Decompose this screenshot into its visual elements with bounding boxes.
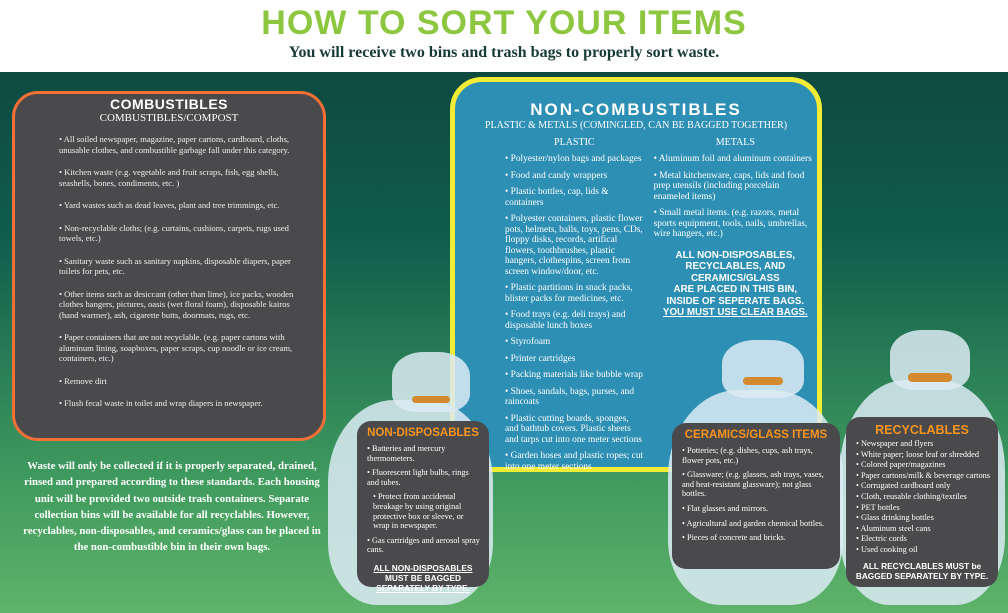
- list-item: • Protect from accidental breakage by using original protective box or sleeve, or wrap in newspaper.: [373, 492, 464, 531]
- note-line: ALL NON-DISPOSABLES: [373, 562, 473, 573]
- bag-illustration-left-top: [392, 352, 470, 412]
- list-item: • Metal kitchenware, caps, lids and food prep utensils (including porcelain enameled items): [653, 170, 805, 202]
- bag-knot-middle: [743, 377, 783, 385]
- list-item: • Plastic bottles, cap, lids & containers: [505, 187, 609, 208]
- list-item: • Food and candy wrappers: [505, 170, 608, 181]
- list-item: • Agricultural and garden chemical bottles.: [682, 518, 825, 528]
- list-item: • Sanitary waste such as sanitary napkins, disposable diapers, paper toilets for pets, etc.: [59, 255, 291, 276]
- list-item: • Fluorescent light bulbs, rings and tubes.: [367, 468, 469, 487]
- list-item: • Electric cords: [856, 534, 907, 544]
- list-item: • Newspaper and flyers: [856, 439, 934, 448]
- ceramics-list: [672, 446, 840, 543]
- list-item: • All soiled newspaper, magazine, paper cartons, cardboard, cloths, unusable clothes, and combustible garbage fall under this category.: [59, 134, 290, 155]
- list-item: • Packing materials like bubble wrap: [505, 370, 643, 380]
- list-item: • Glassware; (e.g. glasses, ash trays, vases, and heat-resistant glassware); not glass bottles.: [682, 470, 824, 499]
- list-item: • Styrofoam: [505, 337, 551, 347]
- list-item: • Food trays (e.g. deli trays) and disposable lunch boxes: [505, 310, 626, 331]
- noncombustibles-subtitle: PLASTIC & METALS (COMINGLED, CAN BE BAGGED TOGETHER): [484, 120, 788, 131]
- note-line: ARE PLACED IN THIS BIN,: [673, 284, 798, 295]
- note-line: INSIDE OF SEPERATE BAGS.: [666, 295, 805, 307]
- recyclables-note: [846, 561, 998, 581]
- list-item: • Batteries and mercury thermometers.: [367, 444, 446, 463]
- recyclables-list: [846, 439, 998, 555]
- list-item: • Flat glasses and mirrors.: [682, 503, 769, 513]
- list-item: • Colored paper/magazines: [856, 460, 946, 470]
- note-line: BAGGED SEPARATELY BY TYPE.: [855, 570, 989, 581]
- list-item: • Gas cartridges and aerosol spray cans.: [367, 535, 480, 555]
- nondisposables-list: [357, 444, 489, 555]
- bag-knot-left: [412, 396, 450, 403]
- list-item: • Plastic partitions in snack packs, blister packs for medicines, etc.: [505, 283, 633, 304]
- combustibles-subtitle: COMBUSTIBLES/COMPOST: [99, 112, 239, 124]
- recyclables-title: RECYCLABLES: [875, 423, 969, 437]
- list-item: • Other items such as desiccant (other than lime), ice packs, wooden clothes hangers, pictures, oasis (wet floral foam), disposable kairos (hand warmer), ash, cigarette butts, doormats, rugs, etc.: [59, 288, 294, 320]
- note-line: ALL NON-DISPOSABLES,: [675, 249, 796, 261]
- note-line: RECYCLABLES, AND: [685, 261, 786, 272]
- list-item: • Aluminum foil and aluminum containers: [653, 154, 812, 164]
- collection-rules-text: Waste will only be collected if it is properly separated, drained, rinsed and prepared according to these standards. Each housing unit will be provided two outside trash containers. Separate collection bins will be available for all recyclables. However, recyclables, non-disposables, and ceramics/glass can be placed in the non-combustible bin in their own bags.: [23, 460, 321, 554]
- list-item: • Corrugated cardboard only: [856, 481, 951, 491]
- page-title: HOW TO SORT YOUR ITEMS: [261, 4, 747, 42]
- combustibles-title: COMBUSTIBLES: [110, 96, 228, 112]
- list-item: • Small metal items. (e.g. razors, metal sports equipment, tools, nails, umbrellas, wire hangers, etc.): [653, 208, 808, 239]
- list-item: • Kitchen waste (e.g. vegetable and fruit scraps, fish, egg shells, seashells, bones, condiments, etc. ): [59, 167, 279, 188]
- list-item: • Cloth, reusable clothing/textiles: [856, 491, 967, 501]
- recyclables-panel: [846, 417, 998, 587]
- note-line-underlined: YOU MUST USE CLEAR BAGS.: [662, 307, 808, 318]
- list-item: • Polyester/nylon bags and packages: [505, 154, 642, 164]
- list-item: • Shoes, sandals, bags, purses, and raincoats: [505, 386, 635, 407]
- nondisposables-note: [357, 563, 489, 593]
- plastic-list: [505, 154, 644, 472]
- combustibles-list: [15, 134, 323, 409]
- list-item: • Plastic cutting boards, sponges, and bathtub covers. Plastic sheets and tarps cut into one meter sections: [505, 413, 642, 445]
- page-subtitle: You will receive two bins and trash bags to properly sort waste.: [288, 44, 720, 61]
- combustibles-bin: [12, 91, 326, 441]
- nondisposables-title: NON-DISPOSABLES: [367, 427, 479, 439]
- note-line: MUST BE BAGGED: [384, 572, 462, 583]
- list-item: • Polyester containers, plastic flower pots, helmets, balls, toys, pens, CDs, floppy disks, records, artifical flowers, toothbrushes, plastic hangers, clothespins, screen from screen window/door, etc.: [505, 214, 643, 277]
- list-item: • Yard wastes such as dead leaves, plant and tree trimmings, etc.: [59, 200, 280, 210]
- list-item: • Remove dirt: [59, 375, 107, 386]
- list-item: • Garden hoses and plastic ropes; cut into one meter sections: [505, 451, 644, 472]
- plastic-heading: PLASTIC: [554, 137, 595, 148]
- list-item: • Non-recyclable cloths; (e.g. curtains, cushions, carpets, rugs used towels, etc.): [59, 222, 289, 243]
- list-item: • Flush fecal waste in toilet and wrap diapers in newspaper.: [59, 398, 263, 408]
- note-line: ALL RECYCLABLES MUST be: [862, 560, 982, 571]
- ceramics-panel: [672, 423, 840, 569]
- list-item: • PET bottles: [856, 502, 900, 512]
- ceramics-title: CERAMICS/GLASS ITEMS: [684, 429, 828, 441]
- nondisposables-panel: [357, 421, 489, 593]
- list-item: • Aluminum steel cans: [856, 523, 931, 533]
- note-line: CERAMICS/GLASS: [690, 272, 780, 284]
- list-item: • Paper containers that are not recyclable. (e.g. paper cartons with aluminum lining, soapboxes, paper scraps, cup noodle or ice cream, containers, etc.): [59, 332, 293, 363]
- metals-list: [654, 154, 817, 240]
- bag-knot-right: [908, 373, 952, 382]
- list-item: • Potteries; (e.g. dishes, cups, ash trays, flower pots, etc.): [682, 446, 813, 465]
- list-item: • White paper; loose leaf or shredded: [856, 449, 980, 459]
- list-item: • Paper cartons/milk & beverage cartons: [856, 470, 990, 480]
- bag-illustration-middle-top: [722, 340, 804, 398]
- metals-heading: METALS: [715, 137, 755, 148]
- list-item: • Pieces of concrete and bricks.: [682, 533, 786, 543]
- noncombustibles-note: [654, 250, 817, 319]
- list-item: • Printer cartridges: [505, 353, 576, 364]
- list-item: • Glass drinking bottles: [856, 513, 934, 523]
- noncombustibles-title: NON-COMBUSTIBLES: [530, 100, 742, 119]
- note-line: SEPARATELY BY TYPE.: [376, 582, 470, 593]
- list-item: • Used cooking oil: [856, 544, 918, 554]
